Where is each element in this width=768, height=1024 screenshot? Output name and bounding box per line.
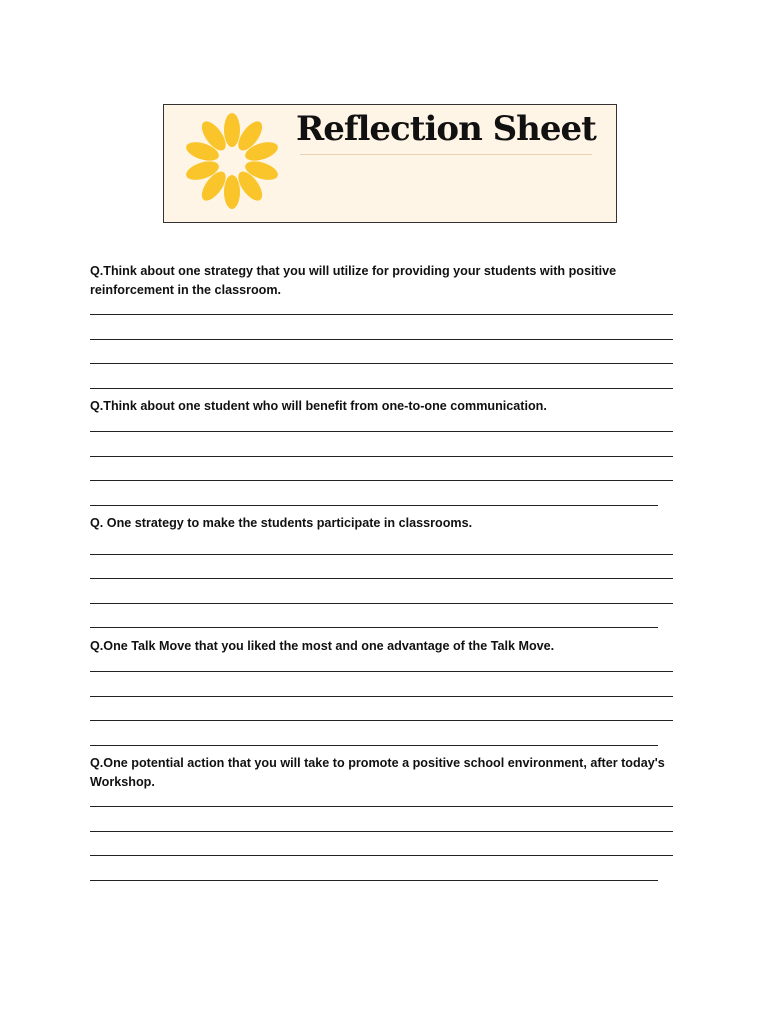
question-5: Q.One potential action that you will take to promote a positive school environment, after today's Workshop. bbox=[90, 756, 665, 789]
question-1: Q.Think about one strategy that you will utilize for providing your students with positive reinforcement in the classroom. bbox=[90, 264, 617, 297]
answer-line[interactable] bbox=[90, 339, 673, 340]
title-underline bbox=[300, 154, 592, 155]
sunflower-icon bbox=[184, 113, 280, 209]
answer-line[interactable] bbox=[90, 627, 658, 628]
answer-line[interactable] bbox=[90, 554, 673, 555]
answer-line[interactable] bbox=[90, 880, 658, 881]
header-banner bbox=[163, 104, 617, 223]
answer-line[interactable] bbox=[90, 363, 673, 364]
answer-line[interactable] bbox=[90, 314, 673, 315]
answer-line[interactable] bbox=[90, 806, 673, 807]
answer-line[interactable] bbox=[90, 480, 673, 481]
answer-line[interactable] bbox=[90, 388, 673, 389]
answer-line[interactable] bbox=[90, 603, 673, 604]
question-4: Q.One Talk Move that you liked the most and one advantage of the Talk Move. bbox=[90, 639, 555, 653]
answer-line[interactable] bbox=[90, 855, 673, 856]
answer-line[interactable] bbox=[90, 505, 658, 506]
answer-line[interactable] bbox=[90, 578, 673, 579]
answer-line[interactable] bbox=[90, 831, 673, 832]
answer-line[interactable] bbox=[90, 720, 673, 721]
answer-line[interactable] bbox=[90, 431, 673, 432]
question-2: Q.Think about one student who will benefit from one-to-one communication. bbox=[90, 399, 547, 413]
question-3: Q. One strategy to make the students participate in classrooms. bbox=[90, 516, 473, 530]
page-title: Reflection Sheet bbox=[296, 109, 596, 149]
answer-line[interactable] bbox=[90, 671, 673, 672]
answer-line[interactable] bbox=[90, 456, 673, 457]
answer-line[interactable] bbox=[90, 696, 673, 697]
answer-line[interactable] bbox=[90, 745, 658, 746]
